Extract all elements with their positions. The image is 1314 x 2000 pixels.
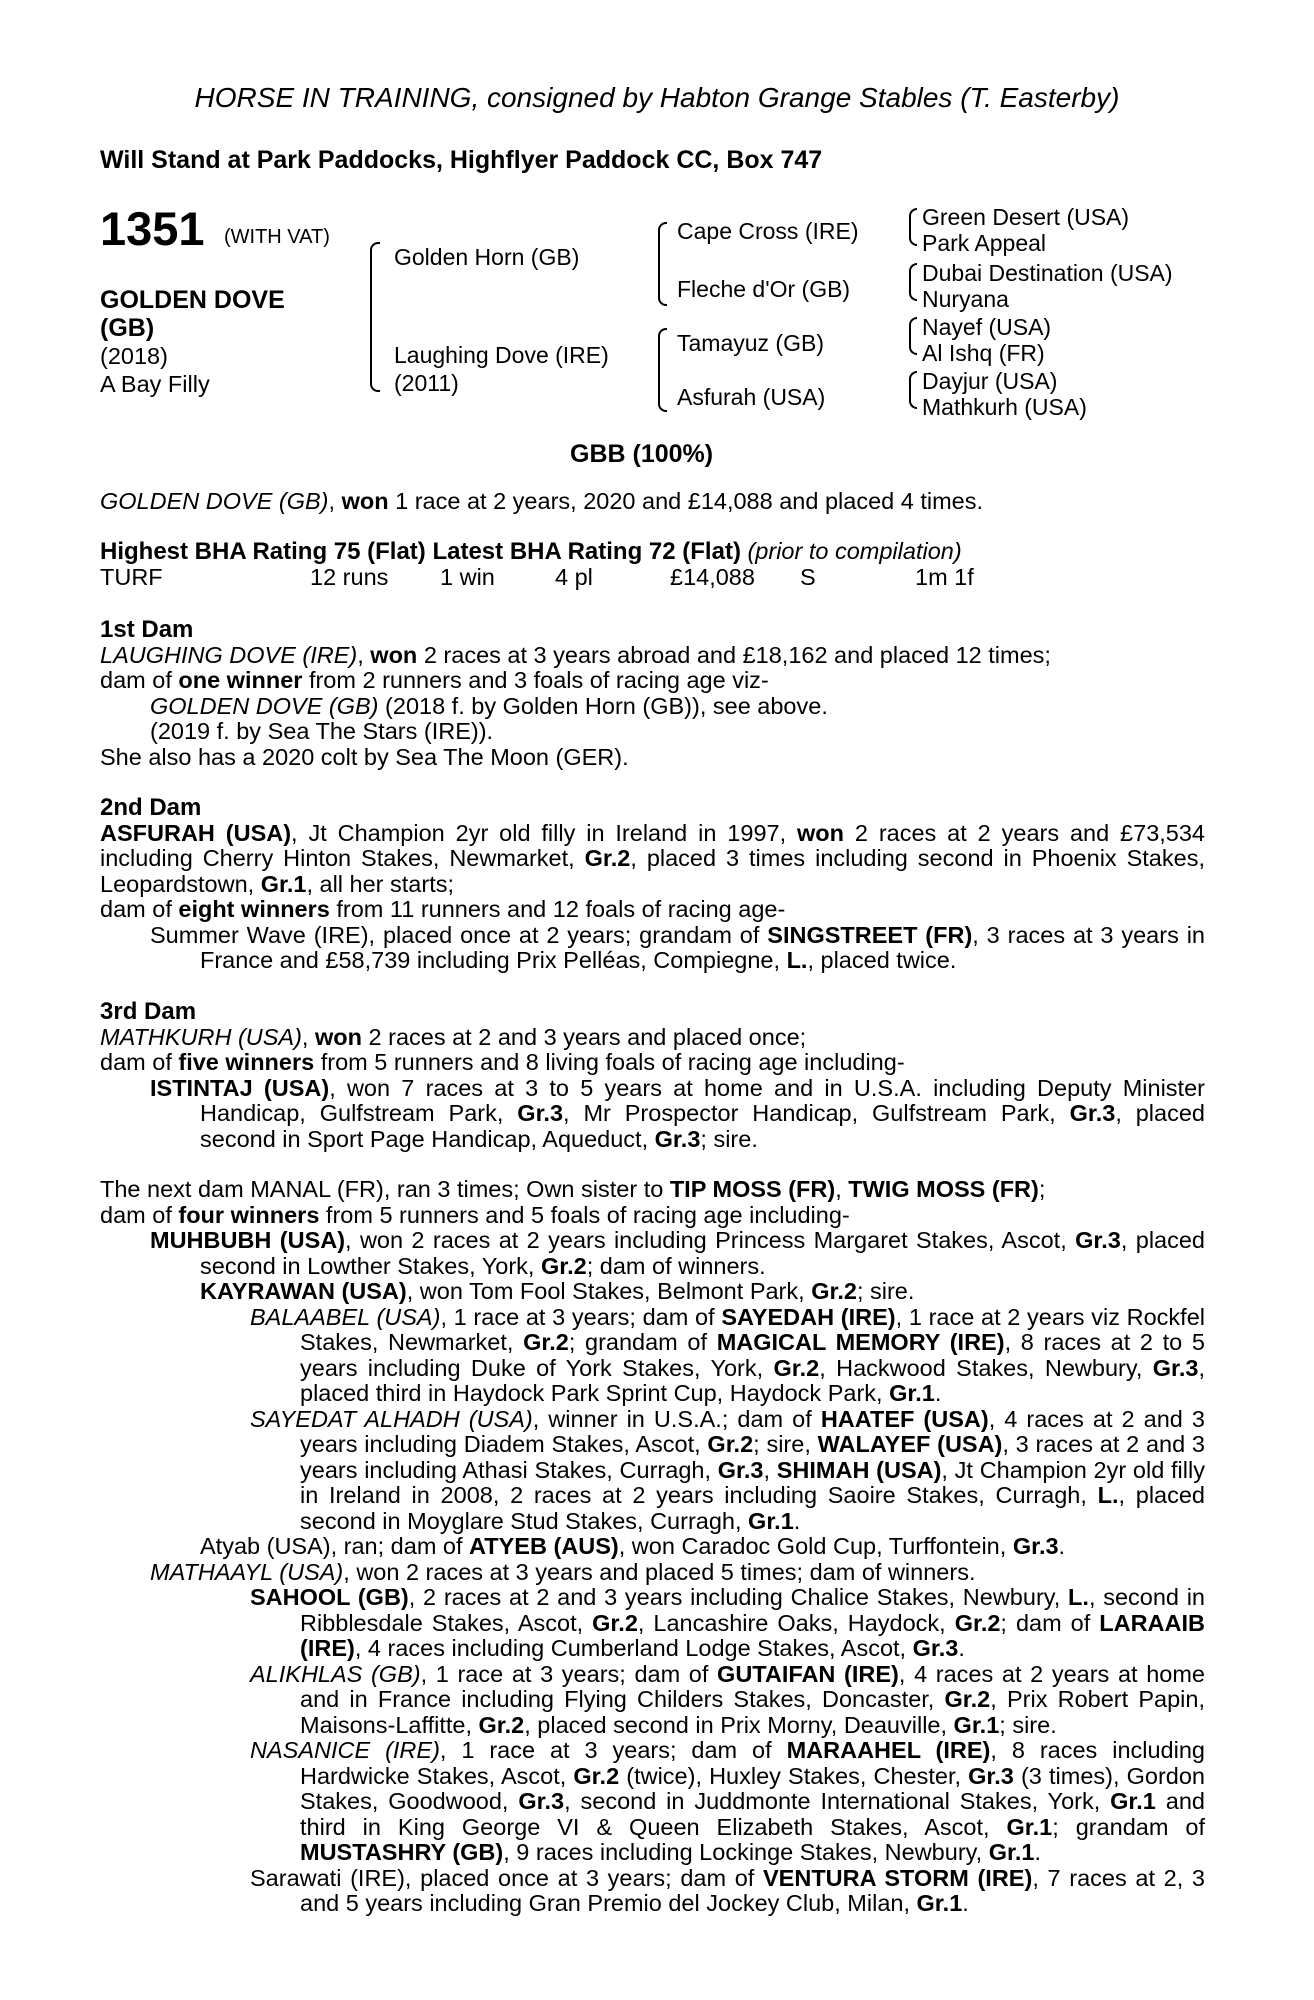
- great-grandparent-3: Dubai Destination (USA): [922, 260, 1173, 286]
- granddam-2: Asfurah (USA): [677, 384, 826, 410]
- great-grandparent-8: Mathkurh (USA): [922, 394, 1087, 420]
- grandsire-2: Tamayuz (GB): [677, 330, 824, 356]
- entry-sayedat-alhadh: SAYEDAT ALHADH (USA), winner in U.S.A.; dam of HAATEF (USA), 4 races at 2 and 3 years including Diadem Stakes, Ascot, Gr.2; sire, WALAYEF (USA), 3 races at 2 and 3 years including Athasi Stakes, Curragh, Gr.3, SHIMAH (USA), Jt Champion 2yr old filly in Ireland in 2008, 2 races at 2 years including Saoire Stakes, Curragh, L., placed second in Moyglare Stud Stakes, Curragh, Gr.1.: [250, 1405, 1206, 1534]
- next-dam-section: The next dam MANAL (FR), ran 3 times; Own sister to TIP MOSS (FR), TWIG MOSS (FR); dam of four winners from 5 runners and 5 foals of racing age including- MUHBUBH (USA), won 2 races at 2 years including Princess Margaret Stakes, Ascot, Gr.3, placed second in Lowther Stakes, York, Gr.2; dam of winners. KAYRAWAN (USA), won Tom Fool Stakes, Belmont Park, Gr.2; sire. BALAABEL (USA), 1 race at 3 years; dam of SAYEDAH (IRE), 1 race at 2 years viz Rockfel Stakes, Newmarket, Gr.2; grandam of MAGICAL MEMORY (IRE), 8 races at 2 to 5 years including Duke of York Stakes, York, Gr.2, Hackwood Stakes, Newbury, Gr.3, placed third in Haydock Park Sprint Cup, Haydock Park, Gr.1. SAYEDAT ALHADH (USA), winner in U.S.A.; dam of HAATEF (USA), 4 races at 2 and 3 years including Diadem Stakes, Ascot, Gr.2; sire, WALAYEF (USA), 3 races at 2 and 3 years including Athasi Stakes, Curragh, Gr.3, SHIMAH (USA), Jt Champion 2yr old filly in Ireland in 2008, 2 races at 2 years including Saoire Stakes, Curragh, L., placed second in Moyglare Stud Stakes, Curragh, Gr.1. Atyab (USA), ran; dam of ATYEB (AUS), won Caradoc Gold Cup, Turffontein, Gr.3. MATHAAYL (USA), won 2 races at 3 years and placed 5 times; dam of winners. SAHOOL (GB), 2 races at 2 and 3 years including Chalice Stakes, Newbury, L., second in Ribblesdale Stakes, Ascot, Gr.2, Lancashire Oaks, Haydock, Gr.2; dam of LARAAIB (IRE), 4 races including Cumberland Lodge Stakes, Ascot, Gr.3. ALIKHLAS (GB), 1 race at 3 years; dam of GUTAIFAN (IRE), 4 races at 2 years at home and in France including Flying Childers Stakes, Doncaster, Gr.2, Prix Robert Papin, Maisons-Laffitte, Gr.2, placed second in Prix Morny, Deauville, Gr.1; sire. NASANICE (IRE), 1 race at 3 years; dam of MARAAHEL (IRE), 8 races including Hardwicke Stakes, Ascot, Gr.2 (twice), Huxley Stakes, Chester, Gr.3 (3 times), Gordon Stakes, Goodwood, Gr.3, second in Juddmonte International Stakes, York, Gr.1 and third in King George VI & Queen Elizabeth Stakes, Ascot, Gr.1; grandam of MUSTASHRY (GB), 9 races including Lockinge Stakes, Newbury, Gr.1. Sarawati (IRE), placed once at 3 years; dam of VENTURA STORM (IRE), 7 races at 2, 3 and 5 years including Gran Premio del Jockey Club, Milan, Gr.1.: [100, 1176, 1206, 1916]
- entry-muhbubh: MUHBUBH (USA), won 2 races at 2 years including Princess Margaret Stakes, Ascot, Gr.3, placed second in Lowther Stakes, York, Gr.2; dam of winners.: [150, 1227, 1205, 1279]
- great-grandparent-2: Park Appeal: [922, 230, 1047, 256]
- pedigree-bracket-1: [909, 208, 917, 246]
- entry-sahool: SAHOOL (GB), 2 races at 2 and 3 years including Chalice Stakes, Newbury, L., second in Ribblesdale Stakes, Ascot, Gr.2, Lancashire Oaks, Haydock, Gr.2; dam of LARAAIB (IRE), 4 races including Cumberland Lodge Stakes, Ascot, Gr.3.: [250, 1584, 1206, 1661]
- dam-name: Laughing Dove (IRE): [394, 342, 609, 368]
- vat-note: (WITH VAT): [224, 226, 330, 248]
- race-summary: GOLDEN DOVE (GB), won 1 race at 2 years, 2020 and £14,088 and placed 4 times.: [100, 488, 984, 514]
- horse-name: GOLDEN DOVE: [100, 286, 285, 314]
- pedigree-bracket-sire: [658, 222, 667, 306]
- entry-sarawati: Sarawati (IRE), placed once at 3 years; dam of VENTURA STORM (IRE), 7 races at 2, 3 and 5 years including Gran Premio del Jockey Club, Milan, Gr.1.: [250, 1864, 1205, 1916]
- lot-number: 1351: [100, 202, 205, 255]
- foaling-year: (2018): [100, 343, 168, 369]
- pedigree-bracket-2: [909, 263, 917, 301]
- great-grandparent-6: Al Ishq (FR): [922, 340, 1045, 366]
- granddam-1: Fleche d'Or (GB): [677, 276, 851, 302]
- dam-year: (2011): [394, 370, 459, 396]
- second-dam-section: 2nd Dam ASFURAH (USA), Jt Champion 2yr old filly in Ireland in 1997, won 2 races at 2 years and £73,534 including Cherry Hinton Stakes, Newmarket, Gr.2, placed 3 times including second in Phoenix Stakes, Leopardstown, Gr.1, all her starts; dam of eight winners from 11 runners and 12 foals of racing age- Summer Wave (IRE), placed once at 2 years; grandam of SINGSTREET (FR), 3 races at 3 years in France and £58,739 including Prix Pelléas, Compiegne, L., placed twice.: [100, 794, 1206, 973]
- third-dam-section: 3rd Dam MATHKURH (USA), won 2 races at 2 and 3 years and placed once; dam of five winners from 5 runners and 8 living foals of racing age including- ISTINTAJ (USA), won 7 races at 3 to 5 years at home and in U.S.A. including Deputy Minister Handicap, Gulfstream Park, Gr.3, Mr Prospector Handicap, Gulfstream Park, Gr.3, placed second in Sport Page Handicap, Aqueduct, Gr.3; sire.: [100, 998, 1205, 1152]
- horse-origin: (GB): [100, 314, 155, 342]
- great-grandparent-7: Dayjur (USA): [922, 368, 1058, 394]
- race-record: TURF 12 runs 1 win 4 pl £14,088 S 1m 1f: [100, 563, 974, 590]
- entry-balaabel: BALAABEL (USA), 1 race at 3 years; dam of SAYEDAH (IRE), 1 race at 2 years viz Rockfel Stakes, Newmarket, Gr.2; grandam of MAGICAL MEMORY (IRE), 8 races at 2 to 5 years including Duke of York Stakes, York, Gr.2, Hackwood Stakes, Newbury, Gr.3, placed third in Haydock Park Sprint Cup, Haydock Park, Gr.1.: [250, 1303, 1206, 1406]
- consignor-title: HORSE IN TRAINING, consigned by Habton Grange Stables (T. Easterby): [194, 82, 1120, 113]
- pedigree-bracket-4: [909, 371, 917, 409]
- entry-mathaayl: MATHAAYL (USA), won 2 races at 3 years and placed 5 times; dam of winners.: [150, 1558, 976, 1585]
- breeding-code: GBB (100%): [570, 440, 714, 468]
- pedigree-bracket-3: [909, 317, 917, 355]
- horse-description: A Bay Filly: [100, 371, 210, 397]
- pedigree-bracket-dam: [658, 328, 667, 412]
- bha-rating: Highest BHA Rating 75 (Flat) Latest BHA Rating 72 (Flat) (prior to compilation) TURF 12 runs 1 win 4 pl £14,088 S 1m 1f: [100, 539, 1205, 590]
- stand-location: Will Stand at Park Paddocks, Highflyer Paddock CC, Box 747: [100, 146, 823, 174]
- great-grandparent-4: Nuryana: [922, 286, 1009, 312]
- horse-identity: [100, 286, 330, 398]
- great-grandparent-1: Green Desert (USA): [922, 204, 1130, 230]
- first-dam-section: 1st Dam LAUGHING DOVE (IRE), won 2 races at 3 years abroad and £18,162 and placed 12 times; dam of one winner from 2 runners and 3 foals of racing age viz- GOLDEN DOVE (GB) (2018 f. by Golden Horn (GB)), see above. (2019 f. by Sea The Stars (IRE)). She also has a 2020 colt by Sea The Moon (GER).: [100, 616, 1051, 770]
- sire-name: Golden Horn (GB): [394, 244, 580, 270]
- great-grandparent-5: Nayef (USA): [922, 314, 1052, 340]
- pedigree-bracket-main: [370, 242, 380, 392]
- entry-alikhlas: ALIKHLAS (GB), 1 race at 3 years; dam of GUTAIFAN (IRE), 4 races at 2 years at home and in France including Flying Childers Stakes, Doncaster, Gr.2, Prix Robert Papin, Maisons-Laffitte, Gr.2, placed second in Prix Morny, Deauville, Gr.1; sire.: [250, 1660, 1205, 1738]
- entry-kayrawan: KAYRAWAN (USA), won Tom Fool Stakes, Belmont Park, Gr.2; sire.: [200, 1278, 915, 1304]
- grandsire-1: Cape Cross (IRE): [677, 218, 859, 244]
- entry-atyab: Atyab (USA), ran; dam of ATYEB (AUS), won Caradoc Gold Cup, Turffontein, Gr.3.: [200, 1533, 1066, 1559]
- entry-nasanice: NASANICE (IRE), 1 race at 3 years; dam of MARAAHEL (IRE), 8 races including Hardwicke Stakes, Ascot, Gr.2 (twice), Huxley Stakes, Chester, Gr.3 (3 times), Gordon Stakes, Goodwood, Gr.3, second in Juddmonte International Stakes, York, Gr.1 and third in King George VI & Queen Elizabeth Stakes, Ascot, Gr.1; grandam of MUSTASHRY (GB), 9 races including Lockinge Stakes, Newbury, Gr.1.: [250, 1737, 1206, 1865]
